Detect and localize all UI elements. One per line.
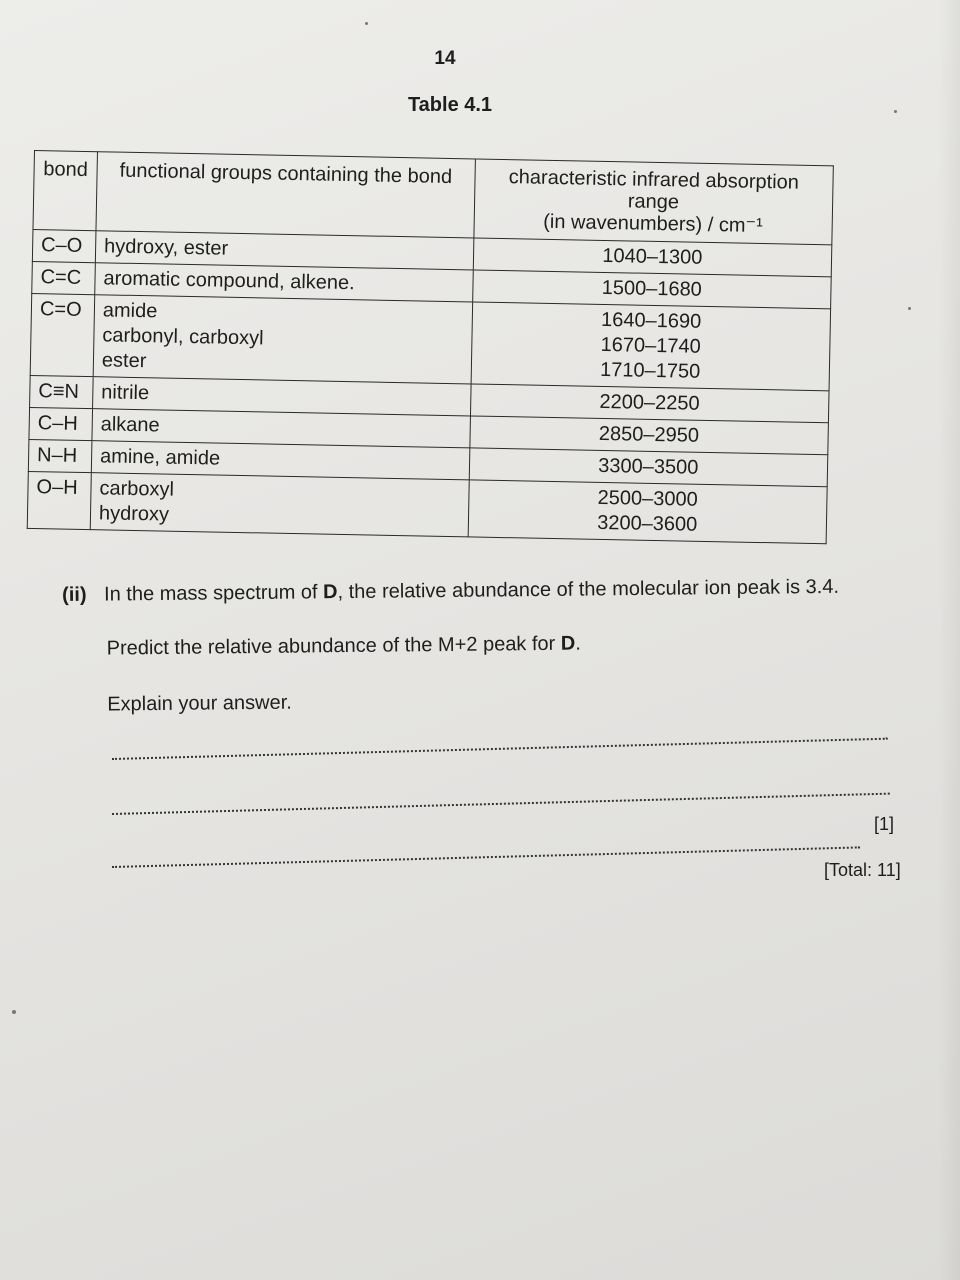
header-absorption-range [474,159,834,245]
question-line2-bold: D [560,632,576,655]
total-marks: [Total: 11] [824,860,901,880]
absorption-range: 3200–3600 [596,511,698,536]
question-line2-post: . [575,632,581,655]
functional-group: nitrile [101,381,150,405]
paper-speck [365,22,368,25]
question-line1-pre: In the mass spectrum of [103,581,324,606]
bond-cell: C–H [29,407,93,440]
ir-table-container [27,150,834,544]
absorption-range: 2500–3000 [597,486,698,511]
functional-group: amide [102,299,158,323]
bond-cell: O–H [27,471,91,529]
absorption-range: 1670–1740 [600,333,701,358]
absorption-range: 1500–1680 [601,276,703,301]
header-range-line2: (in wavenumbers) / cm⁻¹ [543,210,763,238]
question-ii [62,575,882,716]
paper-speck [908,307,911,310]
page-number: 14 [434,48,456,69]
table-header-row [33,151,833,245]
answer-line-3[interactable] [112,846,860,868]
mark-allocation: [1] [874,814,895,834]
question-line-3: Explain your answer. [107,691,292,716]
paper-speck [12,1010,16,1014]
bond-cell: C=O [30,293,95,376]
header-functional-groups: functional groups containing the bond [96,152,475,238]
question-line-2 [107,633,581,661]
question-label: (ii) [62,583,87,606]
absorption-range: 1710–1750 [599,358,701,383]
absorption-range: 1640–1690 [600,308,702,333]
bond-cell: C–O [32,229,96,262]
absorption-range-cell [471,302,831,391]
absorption-range-cell [468,480,827,544]
absorption-range: 2850–2950 [598,422,700,447]
header-bond: bond [33,151,97,231]
bond-cell: N–H [28,439,92,472]
table-row-c-o-double [30,293,830,390]
paper-speck [894,110,897,113]
question-line1-bold: D [322,581,338,604]
ir-absorption-table [27,150,834,544]
bond-cell: C=C [32,261,96,294]
table-title: Table 4.1 [407,94,493,116]
answer-line-1[interactable] [112,738,888,760]
absorption-range: 1040–1300 [602,244,703,269]
functional-group: hydroxy, ester [103,235,229,260]
absorption-range: 3300–3500 [598,454,699,479]
functional-group: amine, amide [99,445,221,470]
functional-group: ester [101,349,147,373]
header-range-line1: characteristic infrared absorption range [508,166,800,214]
question-line1-post: , the relative abundance of the molecular ion peak is 3.4. [337,575,840,604]
functional-groups-cell [93,295,472,384]
bond-cell: C≡N [30,375,94,408]
functional-group: alkane [100,413,160,437]
answer-line-2[interactable] [112,793,890,815]
question-line2-pre: Predict the relative abundance of the M+2 peak for [106,632,561,660]
functional-group: carbonyl, carboxyl [102,324,264,350]
functional-group: aromatic compound, alkene. [103,267,355,295]
functional-group: carboxyl [99,477,175,501]
functional-groups-cell [90,473,469,537]
absorption-range: 2200–2250 [599,390,700,415]
functional-group: hydroxy [98,502,170,526]
question-line-1 [62,576,839,607]
page-edge-shadow [938,0,960,1280]
